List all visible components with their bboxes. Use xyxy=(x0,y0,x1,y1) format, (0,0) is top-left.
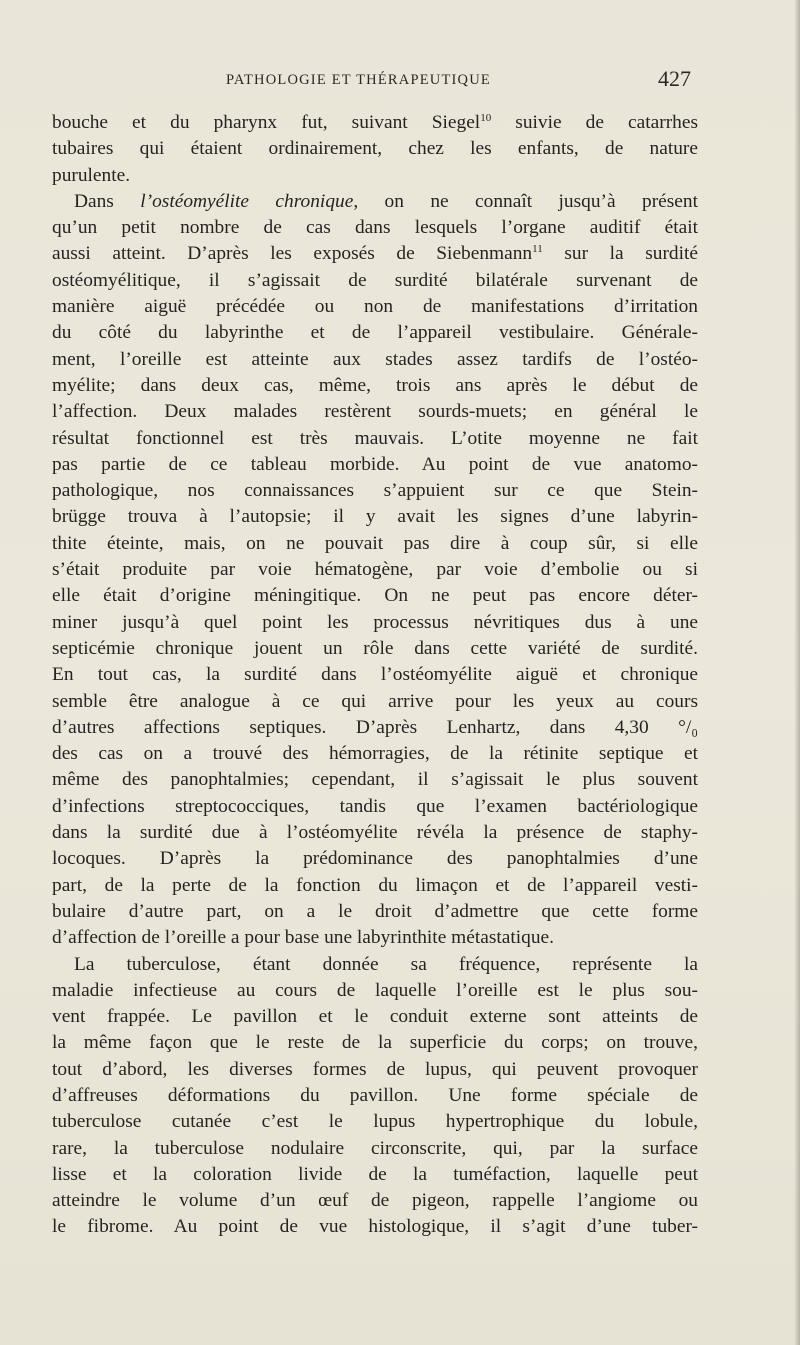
text-line xyxy=(52,189,698,215)
text-segment: thite éteinte, mais, on ne pouvait pas dire à coup sûr, si elle xyxy=(52,532,698,554)
text-line xyxy=(52,767,698,793)
text-line xyxy=(52,399,698,425)
text-segment: aussi atteint. D’après les exposés de Siebenmann xyxy=(52,243,533,265)
text-line xyxy=(52,610,698,636)
text-line xyxy=(52,110,698,136)
text-line xyxy=(52,347,698,373)
text-segment: le fibrome. Au point de vue histologique, il s’agit d’une tuber- xyxy=(52,1216,698,1238)
text-segment: qu’un petit nombre de cas dans lesquels l’organe auditif était xyxy=(52,217,698,239)
text-segment: vent frappée. Le pavillon et le conduit externe sont atteints de xyxy=(52,1006,698,1028)
text-segment: ostéomyélitique, il s’agissait de surdité bilatérale survenant de xyxy=(52,269,698,291)
text-line xyxy=(52,978,698,1004)
text-line xyxy=(52,794,698,820)
text-segment: myélite; dans deux cas, même, trois ans après le début de xyxy=(52,374,698,396)
text-segment: des cas on a trouvé des hémorragies, de la rétinite septique et xyxy=(52,743,698,765)
text-segment: pathologique, nos connaissances s’appuient sur ce que Stein- xyxy=(52,480,698,502)
text-segment: manière aiguë précédée ou non de manifestations d’irritation xyxy=(52,296,698,318)
text-line xyxy=(52,294,698,320)
text-segment: En tout cas, la surdité dans l’ostéomyélite aiguë et chronique xyxy=(52,664,698,686)
text-segment: tubaires qui étaient ordinairement, chez les enfants, de nature xyxy=(52,138,698,160)
footnote-reference: 10 xyxy=(480,112,492,124)
text-segment: d’affreuses déformations du pavillon. Une forme spéciale de xyxy=(52,1084,698,1106)
text-line xyxy=(52,241,698,267)
text-segment: lisse et la coloration livide de la tuméfaction, laquelle peut xyxy=(52,1163,698,1185)
text-segment: locoques. D’après la prédominance des panophtalmies d’une xyxy=(52,848,698,870)
text-line xyxy=(52,899,698,925)
text-segment: septicémie chronique jouent un rôle dans cette variété de surdité. xyxy=(52,637,698,659)
text-segment: rare, la tuberculose nodulaire circonscrite, qui, par la surface xyxy=(52,1137,698,1159)
text-segment: ment, l’oreille est atteinte aux stades assez tardifs de l’ostéo- xyxy=(52,348,698,370)
text-segment: tuberculose cutanée c’est le lupus hypertrophique du lobule, xyxy=(52,1111,698,1133)
text-line xyxy=(52,741,698,767)
text-line xyxy=(52,925,698,951)
text-line xyxy=(52,426,698,452)
text-line xyxy=(52,557,698,583)
text-segment: sur la surdité xyxy=(542,243,698,265)
running-head-title: PATHOLOGIE ET THÉRAPEUTIQUE xyxy=(226,72,491,88)
text-line xyxy=(52,1057,698,1083)
text-segment: dans la surdité due à l’ostéomyélite révéla la présence de staphy- xyxy=(52,822,698,844)
text-line xyxy=(52,163,698,189)
text-segment: d’autres affections septiques. D’après Lenhartz, dans 4,30 °/₀ xyxy=(52,716,698,738)
text-line xyxy=(52,1004,698,1030)
text-segment: semble être analogue à ce qui arrive pour les yeux au cours xyxy=(52,690,698,712)
text-segment: tout d’abord, les diverses formes de lupus, qui peuvent provoquer xyxy=(52,1058,698,1080)
text-line xyxy=(52,452,698,478)
text-line xyxy=(52,1214,698,1240)
text-segment: bulaire d’autre part, on a le droit d’admettre que cette forme xyxy=(52,900,698,922)
text-segment: La tuberculose, étant donnée sa fréquence, représente la xyxy=(74,953,698,975)
footnote-reference: 11 xyxy=(532,243,543,256)
text-line xyxy=(52,1030,698,1056)
text-segment: atteindre le volume d’un œuf de pigeon, rappelle l’angiome ou xyxy=(52,1190,698,1212)
text-line xyxy=(52,504,698,530)
text-segment: Dans xyxy=(74,190,141,212)
page-number: 427 xyxy=(658,66,691,91)
text-segment: elle était d’origine méningitique. On ne peut pas encore déter- xyxy=(52,585,698,607)
text-line xyxy=(52,1136,698,1162)
text-segment: brügge trouva à l’autopsie; il y avait les signes d’une labyrin- xyxy=(52,506,698,528)
text-line xyxy=(52,1162,698,1188)
text-segment: bouche et du pharynx fut, suivant Siegel xyxy=(52,112,481,133)
text-line xyxy=(52,820,698,846)
running-head xyxy=(0,62,800,92)
text-line xyxy=(52,215,698,241)
text-segment: maladie infectieuse au cours de laquelle l’oreille est le plus sou- xyxy=(52,979,698,1001)
text-segment: suivie de catarrhes xyxy=(491,112,698,133)
text-line xyxy=(52,873,698,899)
text-segment: miner jusqu’à quel point les processus névritiques dus à une xyxy=(52,611,698,633)
text-segment: la même façon que le reste de la superficie du corps; on trouve, xyxy=(52,1032,698,1054)
text-line xyxy=(52,662,698,688)
text-line xyxy=(52,1188,698,1214)
text-line xyxy=(52,320,698,346)
text-line xyxy=(52,268,698,294)
text-segment: purulente. xyxy=(52,164,131,186)
text-segment: d’infections streptococciques, tandis que l’examen bactériologique xyxy=(52,795,698,817)
text-segment: l’affection. Deux malades restèrent sourds-muets; en général le xyxy=(52,401,698,423)
text-line xyxy=(52,531,698,557)
text-line xyxy=(52,636,698,662)
text-line xyxy=(52,1109,698,1135)
text-segment: du côté du labyrinthe et de l’appareil vestibulaire. Générale- xyxy=(52,322,698,344)
text-line xyxy=(52,478,698,504)
text-segment: pas partie de ce tableau morbide. Au point de vue anatomo- xyxy=(52,453,698,475)
text-segment: résultat fonctionnel est très mauvais. L’otite moyenne ne fait xyxy=(52,427,698,449)
text-line xyxy=(52,846,698,872)
text-line xyxy=(52,715,698,741)
italic-term: l’ostéomyélite chronique xyxy=(140,190,354,212)
page-edge-shadow xyxy=(794,0,800,1345)
text-line xyxy=(52,583,698,609)
body-text xyxy=(52,110,698,1241)
text-line xyxy=(52,952,698,978)
text-segment: même des panophtalmies; cependant, il s’agissait le plus souvent xyxy=(52,769,698,791)
text-line xyxy=(52,689,698,715)
text-segment: part, de la perte de la fonction du limaçon et de l’appareil vesti- xyxy=(52,874,698,896)
text-line xyxy=(52,136,698,162)
text-line xyxy=(52,1083,698,1109)
text-segment: , on ne connaît jusqu’à présent xyxy=(353,190,698,212)
text-segment: s’était produite par voie hématogène, par voie d’embolie ou si xyxy=(52,559,698,581)
text-line xyxy=(52,373,698,399)
text-segment: d’affection de l’oreille a pour base une labyrinthite métastatique. xyxy=(52,927,554,949)
